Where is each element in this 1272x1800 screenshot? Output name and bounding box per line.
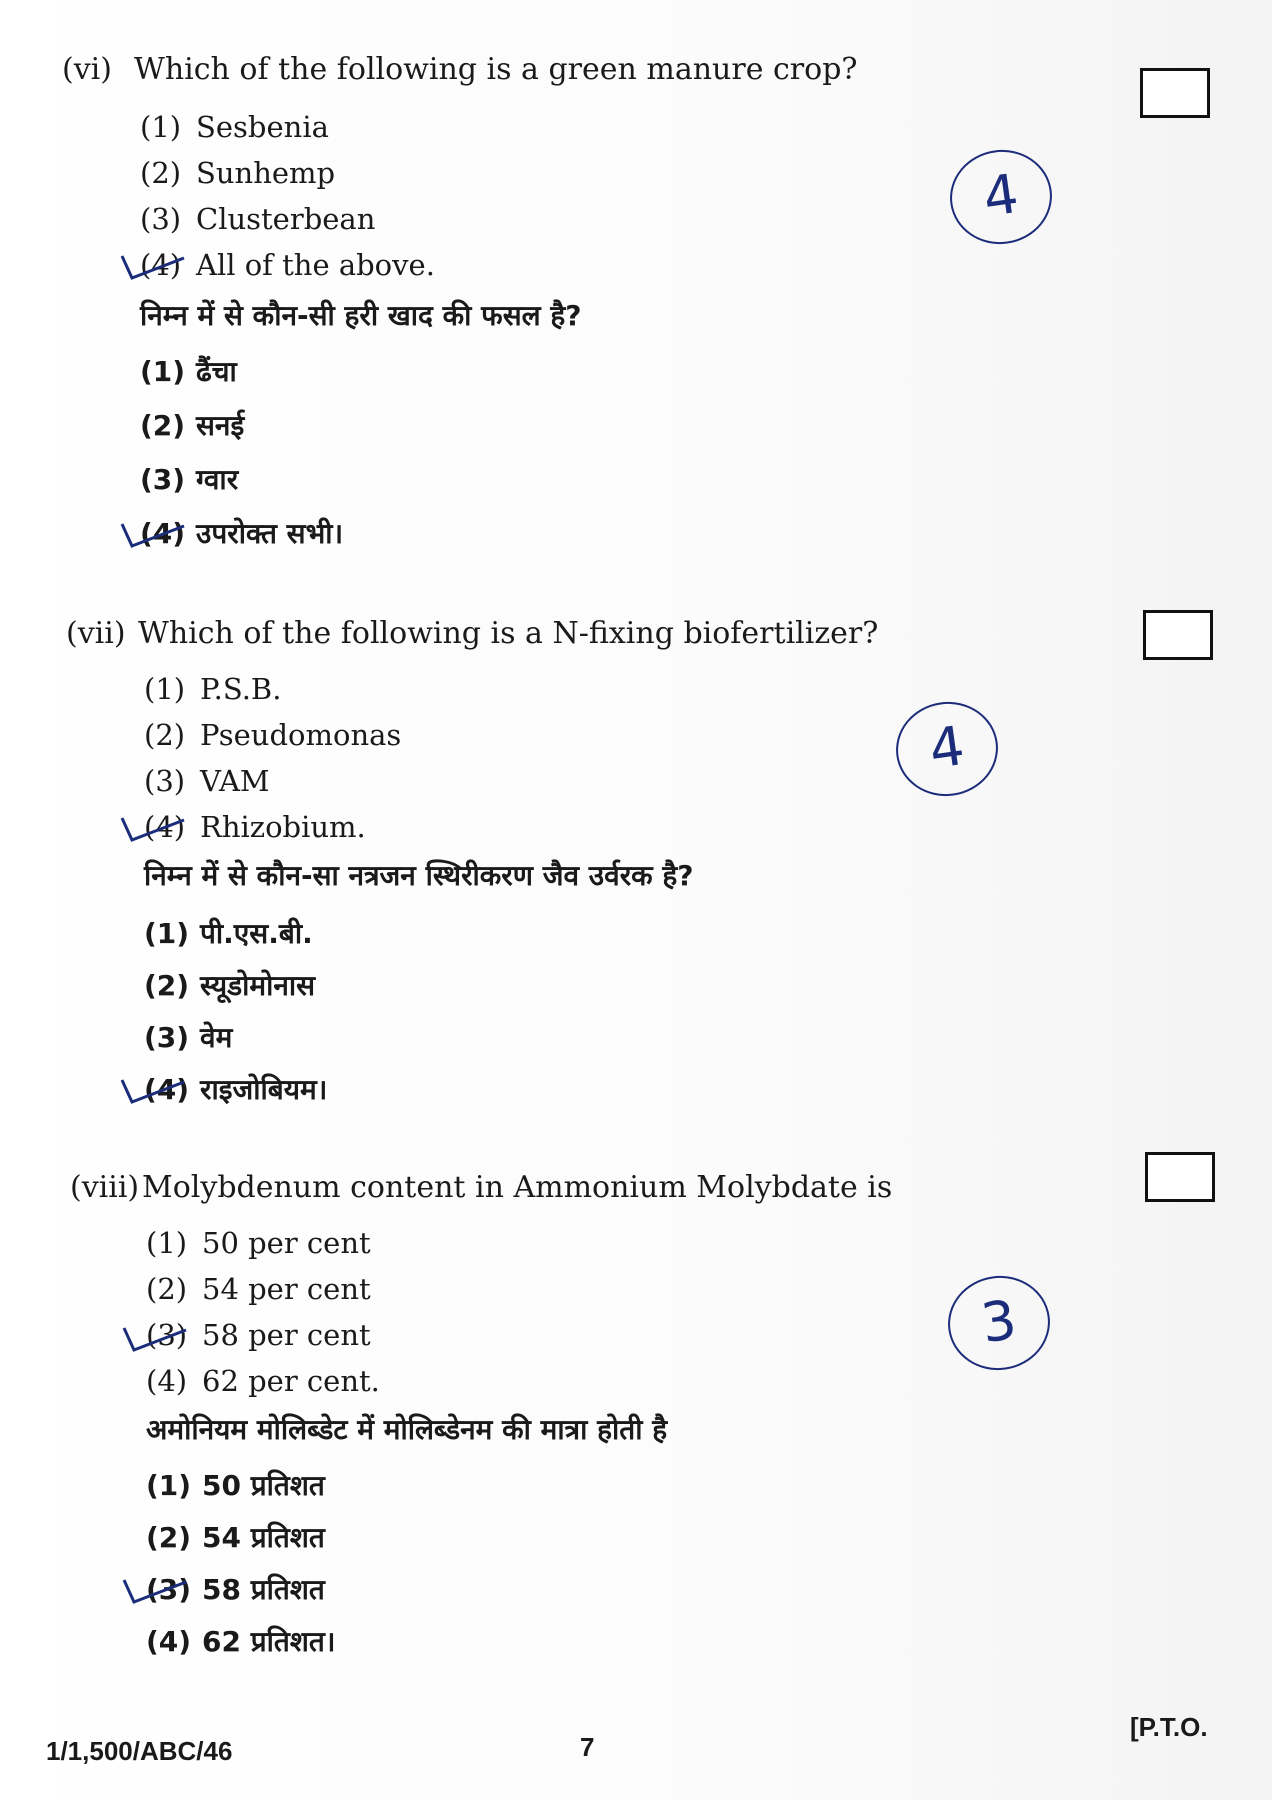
answer-box[interactable]	[1140, 68, 1210, 118]
question-number: (vi)	[62, 52, 112, 87]
option-2: (2) Sunhemp	[140, 156, 336, 190]
option-1: (1) Sesbenia	[140, 110, 329, 144]
handwritten-answer-circle: 4	[890, 695, 1004, 802]
hindi-option-3: (3) ग्वार	[140, 463, 239, 496]
answer-box[interactable]	[1145, 1152, 1215, 1202]
option-4: (4) All of the above.	[140, 248, 435, 282]
hindi-option-1: (1) ढैंचा	[140, 355, 237, 388]
hindi-option-4: (4) 62 प्रतिशत।	[146, 1625, 336, 1658]
question-text: (vii) Which of the following is a N-fixing biofertilizer?	[66, 616, 879, 651]
question-number: (viii)	[70, 1170, 140, 1205]
tick-mark-icon	[118, 1074, 188, 1110]
hindi-question-text: अमोनियम मोलिब्डेट में मोलिब्डेनम की मात्रा होती है	[146, 1413, 668, 1446]
hindi-option-2: (2) स्यूडोमोनास	[144, 969, 316, 1002]
tick-mark-icon	[118, 250, 188, 286]
option-3: (3) 58 per cent	[146, 1318, 371, 1352]
page-number: 7	[580, 1732, 595, 1762]
hindi-option-2: (2) 54 प्रतिशत	[146, 1521, 325, 1554]
handwritten-answer-circle: 3	[942, 1269, 1056, 1376]
hindi-question-text: निम्न में से कौन-सी हरी खाद की फसल है?	[140, 299, 582, 332]
tick-mark-icon	[118, 812, 188, 848]
option-4: (4) 62 per cent.	[146, 1364, 380, 1398]
tick-mark-icon	[120, 1322, 190, 1358]
hindi-option-2: (2) सनई	[140, 409, 245, 442]
paper-code: 1/1,500/ABC/46	[46, 1736, 233, 1766]
option-3: (3) VAM	[144, 764, 270, 798]
question-text: (viii)Molybdenum content in Ammonium Molybdate is	[70, 1170, 893, 1205]
answer-box[interactable]	[1143, 610, 1213, 660]
option-3: (3) Clusterbean	[140, 202, 376, 236]
option-2: (2) 54 per cent	[146, 1272, 371, 1306]
hindi-option-3: (3) वेम	[144, 1021, 233, 1054]
tick-mark-icon	[120, 1574, 190, 1610]
option-1: (1) 50 per cent	[146, 1226, 371, 1260]
hindi-option-3: (3) 58 प्रतिशत	[146, 1573, 325, 1606]
hindi-option-4: (4) उपरोक्त सभी।	[140, 517, 344, 550]
hindi-option-4: (4) राइजोबियम।	[144, 1073, 328, 1106]
question-text: (vi) Which of the following is a green manure crop?	[62, 52, 858, 87]
option-1: (1) P.S.B.	[144, 672, 282, 706]
option-2: (2) Pseudomonas	[144, 718, 402, 752]
tick-mark-icon	[118, 518, 188, 554]
handwritten-answer-circle: 4	[944, 143, 1058, 250]
option-4: (4) Rhizobium.	[144, 810, 366, 844]
hindi-question-text: निम्न में से कौन-सा नत्रजन स्थिरीकरण जैव उर्वरक है?	[144, 859, 694, 892]
question-number: (vii)	[66, 616, 126, 651]
hindi-option-1: (1) पी.एस.बी.	[144, 917, 313, 950]
pto-label: [P.T.O.	[1130, 1712, 1208, 1742]
hindi-option-1: (1) 50 प्रतिशत	[146, 1469, 325, 1502]
